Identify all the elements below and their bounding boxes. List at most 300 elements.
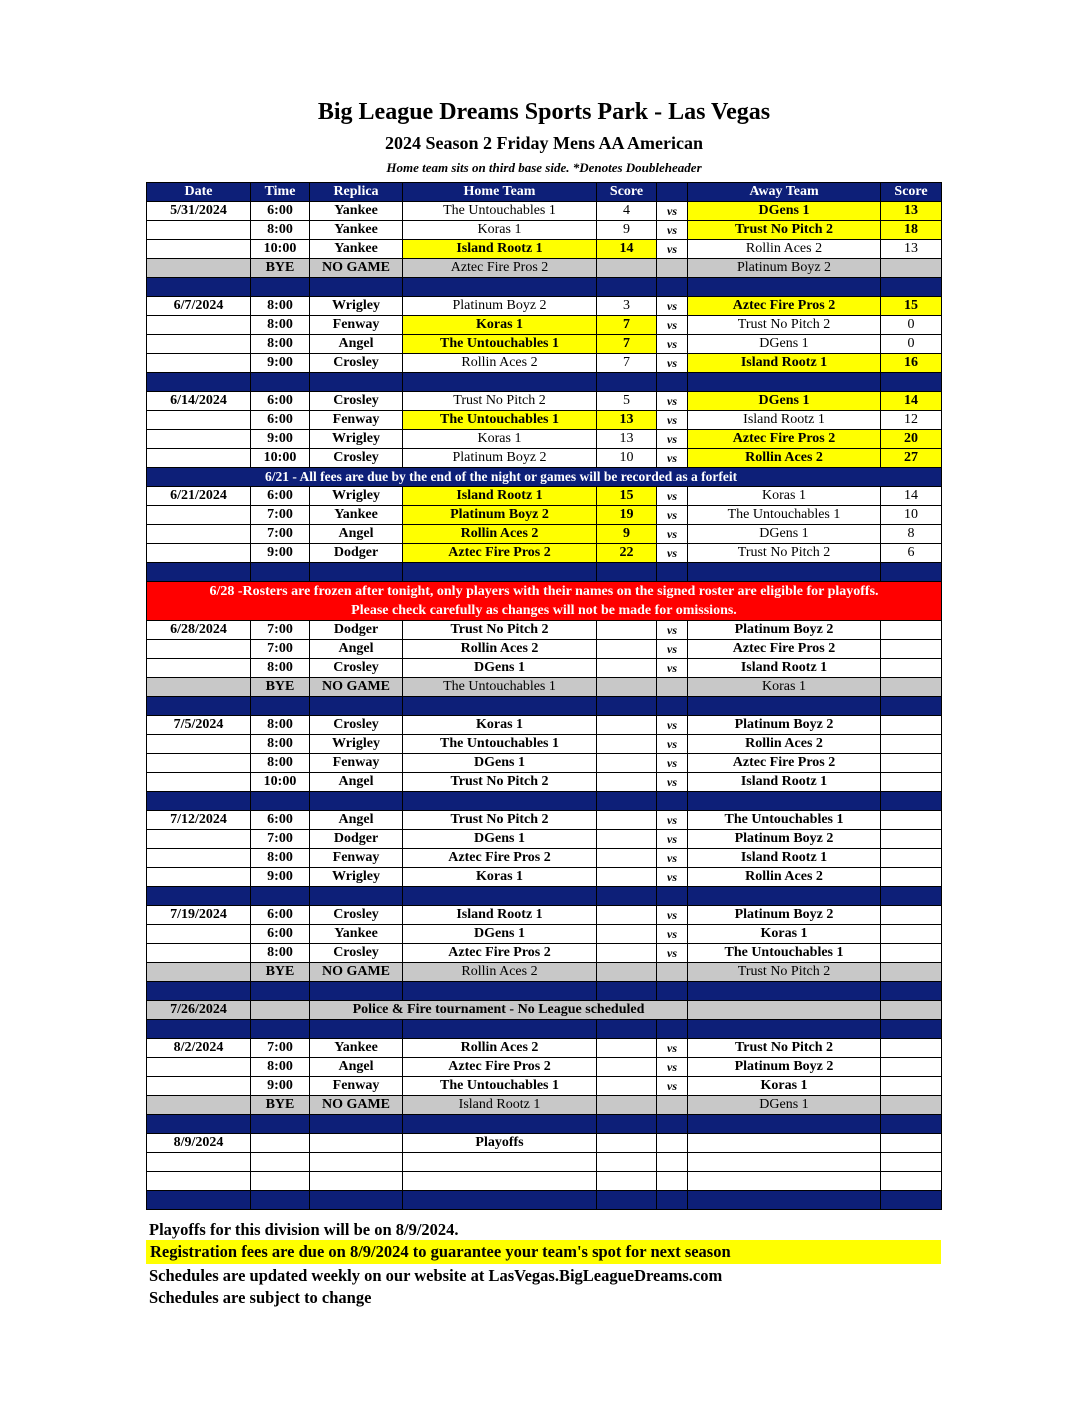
- empty-cell: [657, 1153, 688, 1172]
- separator-cell: [147, 887, 251, 906]
- game-row: [147, 335, 942, 354]
- no-game-label: NO GAME: [310, 1096, 403, 1115]
- separator-cell: [310, 1115, 403, 1134]
- separator-cell: [597, 887, 657, 906]
- bye-label: BYE: [251, 259, 310, 278]
- home-team: Island Rootz 1: [403, 240, 597, 259]
- separator-cell: [403, 278, 597, 297]
- empty-cell: [657, 1172, 688, 1191]
- home-team: Trust No Pitch 2: [403, 811, 597, 830]
- separator-cell: [688, 792, 881, 811]
- away-team: Koras 1: [688, 1077, 881, 1096]
- away-score: [881, 963, 942, 982]
- vs-label: vs: [657, 849, 688, 868]
- separator-cell: [403, 373, 597, 392]
- away-score: 6: [881, 544, 942, 563]
- empty-cell: [597, 1172, 657, 1191]
- home-team: Aztec Fire Pros 2: [403, 849, 597, 868]
- separator-row: [147, 373, 942, 392]
- home-team: The Untouchables 1: [403, 411, 597, 430]
- vs-label: vs: [657, 735, 688, 754]
- game-row: [147, 221, 942, 240]
- separator-cell: [403, 1020, 597, 1039]
- separator-cell: [251, 792, 310, 811]
- separator-cell: [403, 792, 597, 811]
- footer-registration-note: Registration fees are due on 8/9/2024 to guarantee your team's spot for next season: [146, 1240, 941, 1264]
- schedule-header-row: [147, 183, 942, 202]
- separator-cell: [403, 697, 597, 716]
- home-score: [597, 944, 657, 963]
- vs-label: vs: [657, 544, 688, 563]
- game-row: [147, 316, 942, 335]
- separator-row: [147, 982, 942, 1001]
- away-score: 27: [881, 449, 942, 468]
- game-date: [147, 525, 251, 544]
- game-field: Wrigley: [310, 735, 403, 754]
- game-row: [147, 906, 942, 925]
- game-time: 6:00: [251, 411, 310, 430]
- away-score: 20: [881, 430, 942, 449]
- footer-playoffs-note: Playoffs for this division will be on 8/9/2024.: [149, 1220, 459, 1239]
- game-date: [147, 316, 251, 335]
- game-time: 8:00: [251, 849, 310, 868]
- home-score: [597, 678, 657, 697]
- game-row: [147, 811, 942, 830]
- home-team: Island Rootz 1: [403, 906, 597, 925]
- vs-label: vs: [657, 621, 688, 640]
- home-score: [597, 963, 657, 982]
- away-score: [881, 1096, 942, 1115]
- away-team: Rollin Aces 2: [688, 240, 881, 259]
- separator-cell: [310, 563, 403, 582]
- col-date: Date: [147, 183, 251, 202]
- separator-cell: [657, 982, 688, 1001]
- separator-cell: [251, 887, 310, 906]
- away-score: 0: [881, 316, 942, 335]
- game-field: Dodger: [310, 544, 403, 563]
- empty-cell: [881, 1153, 942, 1172]
- game-date: [147, 659, 251, 678]
- game-time: 6:00: [251, 811, 310, 830]
- game-field: Fenway: [310, 316, 403, 335]
- separator-cell: [688, 563, 881, 582]
- separator-cell: [310, 887, 403, 906]
- game-date: 5/31/2024: [147, 202, 251, 221]
- away-team: The Untouchables 1: [688, 506, 881, 525]
- vs-label: vs: [657, 221, 688, 240]
- game-date: 6/21/2024: [147, 487, 251, 506]
- game-field: Crosley: [310, 716, 403, 735]
- empty-cell: [597, 1153, 657, 1172]
- separator-row: [147, 792, 942, 811]
- vs-label: vs: [657, 525, 688, 544]
- vs-label: vs: [657, 640, 688, 659]
- home-team: Rollin Aces 2: [403, 640, 597, 659]
- col-home-team: Home Team: [403, 183, 597, 202]
- home-score: 3: [597, 297, 657, 316]
- schedule-table: [146, 182, 942, 1210]
- vs-label: vs: [657, 202, 688, 221]
- game-date: 7/12/2024: [147, 811, 251, 830]
- game-date: [147, 354, 251, 373]
- game-row: [147, 659, 942, 678]
- home-team: Island Rootz 1: [403, 1096, 597, 1115]
- separator-row: [147, 697, 942, 716]
- separator-cell: [147, 563, 251, 582]
- home-team: Aztec Fire Pros 2: [403, 259, 597, 278]
- away-score: [881, 811, 942, 830]
- separator-cell: [147, 1115, 251, 1134]
- game-field: Wrigley: [310, 487, 403, 506]
- game-time: 7:00: [251, 640, 310, 659]
- game-time: 10:00: [251, 773, 310, 792]
- game-row: [147, 487, 942, 506]
- separator-cell: [147, 373, 251, 392]
- home-score: 14: [597, 240, 657, 259]
- game-date: [147, 754, 251, 773]
- home-score: 15: [597, 487, 657, 506]
- no-game-label: NO GAME: [310, 678, 403, 697]
- away-team: Aztec Fire Pros 2: [688, 640, 881, 659]
- separator-cell: [688, 1115, 881, 1134]
- empty-cell: [688, 1172, 881, 1191]
- playoff-row: [147, 1134, 942, 1153]
- announcement-row: [147, 468, 942, 487]
- game-field: Dodger: [310, 621, 403, 640]
- separator-cell: [657, 697, 688, 716]
- away-team: Platinum Boyz 2: [688, 1058, 881, 1077]
- empty-cell: [147, 1153, 251, 1172]
- away-team: DGens 1: [688, 1096, 881, 1115]
- separator-cell: [403, 1191, 597, 1210]
- separator-cell: [597, 982, 657, 1001]
- home-score: [597, 659, 657, 678]
- game-time: 8:00: [251, 1058, 310, 1077]
- away-team: Rollin Aces 2: [688, 735, 881, 754]
- vs-label: vs: [657, 925, 688, 944]
- separator-cell: [310, 792, 403, 811]
- vs-label: vs: [657, 430, 688, 449]
- away-team: Aztec Fire Pros 2: [688, 754, 881, 773]
- home-score: [597, 1077, 657, 1096]
- away-team: Platinum Boyz 2: [688, 830, 881, 849]
- home-team: The Untouchables 1: [403, 335, 597, 354]
- game-row: [147, 925, 942, 944]
- game-time: 8:00: [251, 716, 310, 735]
- footer-change-note: Schedules are subject to change: [149, 1288, 372, 1307]
- col-vs: [657, 183, 688, 202]
- vs-label: vs: [657, 487, 688, 506]
- vs-label: vs: [657, 506, 688, 525]
- away-score: [881, 640, 942, 659]
- away-score: [881, 830, 942, 849]
- separator-cell: [881, 982, 942, 1001]
- separator-cell: [147, 1191, 251, 1210]
- vs-label: vs: [657, 335, 688, 354]
- game-date: [147, 773, 251, 792]
- game-time: 9:00: [251, 354, 310, 373]
- separator-cell: [251, 563, 310, 582]
- vs-label: vs: [657, 773, 688, 792]
- away-team: Platinum Boyz 2: [688, 906, 881, 925]
- separator-cell: [147, 1020, 251, 1039]
- away-team: Island Rootz 1: [688, 849, 881, 868]
- game-time: 8:00: [251, 659, 310, 678]
- away-team: Platinum Boyz 2: [688, 716, 881, 735]
- separator-cell: [597, 1115, 657, 1134]
- empty-cell: [881, 1001, 942, 1020]
- vs-label: vs: [657, 1039, 688, 1058]
- separator-cell: [657, 278, 688, 297]
- away-team: Rollin Aces 2: [688, 449, 881, 468]
- separator-cell: [597, 1020, 657, 1039]
- game-field: Crosley: [310, 659, 403, 678]
- vs-label: vs: [657, 944, 688, 963]
- separator-cell: [147, 697, 251, 716]
- empty-cell: [310, 1153, 403, 1172]
- separator-cell: [688, 887, 881, 906]
- away-team: Trust No Pitch 2: [688, 544, 881, 563]
- game-field: Angel: [310, 640, 403, 659]
- separator-cell: [310, 697, 403, 716]
- announcement-text: 6/21 - All fees are due by the end of the night or games will be recorded as a forfeit: [147, 468, 942, 487]
- game-time: 6:00: [251, 925, 310, 944]
- home-score: [597, 735, 657, 754]
- vs-label: vs: [657, 449, 688, 468]
- home-team: Platinum Boyz 2: [403, 449, 597, 468]
- game-date: [147, 1058, 251, 1077]
- separator-cell: [403, 563, 597, 582]
- home-team: The Untouchables 1: [403, 202, 597, 221]
- separator-cell: [597, 1191, 657, 1210]
- vs-label: vs: [657, 811, 688, 830]
- away-team: Platinum Boyz 2: [688, 621, 881, 640]
- separator-row: [147, 563, 942, 582]
- home-score: 7: [597, 335, 657, 354]
- separator-cell: [597, 278, 657, 297]
- empty-cell: [657, 1134, 688, 1153]
- col-replica: Replica: [310, 183, 403, 202]
- separator-cell: [657, 563, 688, 582]
- empty-cell: [310, 1172, 403, 1191]
- game-time: 10:00: [251, 240, 310, 259]
- home-team: Aztec Fire Pros 2: [403, 944, 597, 963]
- separator-cell: [310, 1191, 403, 1210]
- separator-cell: [251, 982, 310, 1001]
- bye-label: BYE: [251, 963, 310, 982]
- game-field: Crosley: [310, 906, 403, 925]
- separator-cell: [310, 1020, 403, 1039]
- separator-row: [147, 1020, 942, 1039]
- home-team: Platinum Boyz 2: [403, 297, 597, 316]
- game-date: [147, 240, 251, 259]
- away-team: Platinum Boyz 2: [688, 259, 881, 278]
- bye-row: [147, 678, 942, 697]
- empty-cell: [251, 1172, 310, 1191]
- empty-cell: [403, 1153, 597, 1172]
- away-score: [881, 925, 942, 944]
- home-score: 9: [597, 221, 657, 240]
- bye-label: BYE: [251, 1096, 310, 1115]
- home-score: 7: [597, 316, 657, 335]
- separator-cell: [657, 373, 688, 392]
- separator-cell: [403, 1115, 597, 1134]
- home-score: [597, 716, 657, 735]
- game-row: [147, 621, 942, 640]
- separator-cell: [310, 278, 403, 297]
- bye-row: [147, 963, 942, 982]
- game-field: Fenway: [310, 411, 403, 430]
- schedule-body: [147, 202, 942, 1210]
- home-team: DGens 1: [403, 830, 597, 849]
- game-row: [147, 944, 942, 963]
- home-score: [597, 640, 657, 659]
- game-row: [147, 1039, 942, 1058]
- game-row: [147, 354, 942, 373]
- separator-cell: [688, 1191, 881, 1210]
- game-field: Wrigley: [310, 868, 403, 887]
- game-date: [147, 506, 251, 525]
- vs-label: [657, 678, 688, 697]
- vs-label: vs: [657, 411, 688, 430]
- game-field: Angel: [310, 525, 403, 544]
- page-title: Big League Dreams Sports Park - Las Vegas: [317, 99, 771, 125]
- separator-cell: [310, 982, 403, 1001]
- home-team: Koras 1: [403, 868, 597, 887]
- game-date: 8/9/2024: [147, 1134, 251, 1153]
- home-team: Rollin Aces 2: [403, 1039, 597, 1058]
- separator-cell: [881, 1020, 942, 1039]
- footer-website-note: Schedules are updated weekly on our website at LasVegas.BigLeagueDreams.com: [149, 1266, 723, 1285]
- playoff-label: Playoffs: [403, 1134, 597, 1153]
- vs-label: [657, 963, 688, 982]
- game-time: 8:00: [251, 221, 310, 240]
- home-team: Koras 1: [403, 221, 597, 240]
- game-time: 7:00: [251, 830, 310, 849]
- home-team: Trust No Pitch 2: [403, 621, 597, 640]
- game-date: [147, 449, 251, 468]
- separator-cell: [688, 373, 881, 392]
- game-time: 9:00: [251, 544, 310, 563]
- home-score: [597, 925, 657, 944]
- home-score: 13: [597, 411, 657, 430]
- home-team: Aztec Fire Pros 2: [403, 544, 597, 563]
- empty-cell: [688, 1001, 881, 1020]
- game-field: Crosley: [310, 392, 403, 411]
- game-row: [147, 754, 942, 773]
- game-field: Wrigley: [310, 297, 403, 316]
- vs-label: vs: [657, 830, 688, 849]
- home-score: 22: [597, 544, 657, 563]
- game-row: [147, 716, 942, 735]
- home-score: [597, 621, 657, 640]
- home-team: Koras 1: [403, 316, 597, 335]
- game-time: 8:00: [251, 944, 310, 963]
- game-time: 9:00: [251, 1077, 310, 1096]
- home-team: DGens 1: [403, 925, 597, 944]
- game-row: [147, 525, 942, 544]
- game-date: [147, 640, 251, 659]
- separator-cell: [881, 278, 942, 297]
- away-score: 0: [881, 335, 942, 354]
- no-game-label: NO GAME: [310, 259, 403, 278]
- home-score: 13: [597, 430, 657, 449]
- game-row: [147, 392, 942, 411]
- game-field: Angel: [310, 1058, 403, 1077]
- game-field: Crosley: [310, 449, 403, 468]
- home-score: [597, 849, 657, 868]
- game-date: 6/7/2024: [147, 297, 251, 316]
- separator-cell: [657, 1115, 688, 1134]
- separator-cell: [657, 1191, 688, 1210]
- away-score: [881, 773, 942, 792]
- away-team: Island Rootz 1: [688, 659, 881, 678]
- vs-label: vs: [657, 754, 688, 773]
- game-field: Yankee: [310, 925, 403, 944]
- home-score: 9: [597, 525, 657, 544]
- away-score: 10: [881, 506, 942, 525]
- separator-cell: [251, 278, 310, 297]
- vs-label: vs: [657, 868, 688, 887]
- away-score: [881, 735, 942, 754]
- no-game-label: NO GAME: [310, 963, 403, 982]
- away-score: [881, 944, 942, 963]
- away-score: 14: [881, 392, 942, 411]
- away-score: [881, 659, 942, 678]
- vs-label: vs: [657, 354, 688, 373]
- separator-cell: [597, 697, 657, 716]
- empty-cell: [403, 1172, 597, 1191]
- game-time: 7:00: [251, 621, 310, 640]
- empty-cell: [147, 1172, 251, 1191]
- game-field: Yankee: [310, 1039, 403, 1058]
- separator-cell: [251, 1191, 310, 1210]
- game-time: 6:00: [251, 906, 310, 925]
- home-score: 19: [597, 506, 657, 525]
- game-field: Yankee: [310, 202, 403, 221]
- separator-cell: [881, 697, 942, 716]
- alert-text: [147, 582, 942, 621]
- separator-cell: [147, 278, 251, 297]
- separator-cell: [251, 697, 310, 716]
- game-row: [147, 830, 942, 849]
- away-score: [881, 1039, 942, 1058]
- away-team: Trust No Pitch 2: [688, 316, 881, 335]
- away-team: DGens 1: [688, 202, 881, 221]
- game-time: 8:00: [251, 297, 310, 316]
- separator-cell: [688, 278, 881, 297]
- separator-cell: [657, 887, 688, 906]
- separator-cell: [251, 1115, 310, 1134]
- home-score: 4: [597, 202, 657, 221]
- away-score: 13: [881, 240, 942, 259]
- game-row: [147, 411, 942, 430]
- home-team: Island Rootz 1: [403, 487, 597, 506]
- game-date: [147, 963, 251, 982]
- game-date: 7/19/2024: [147, 906, 251, 925]
- game-time: 6:00: [251, 487, 310, 506]
- separator-row: [147, 887, 942, 906]
- separator-cell: [881, 563, 942, 582]
- separator-cell: [597, 792, 657, 811]
- col-time: Time: [251, 183, 310, 202]
- away-team: Koras 1: [688, 925, 881, 944]
- game-row: [147, 1077, 942, 1096]
- away-score: [881, 259, 942, 278]
- home-team: DGens 1: [403, 659, 597, 678]
- away-score: 14: [881, 487, 942, 506]
- game-field: Fenway: [310, 754, 403, 773]
